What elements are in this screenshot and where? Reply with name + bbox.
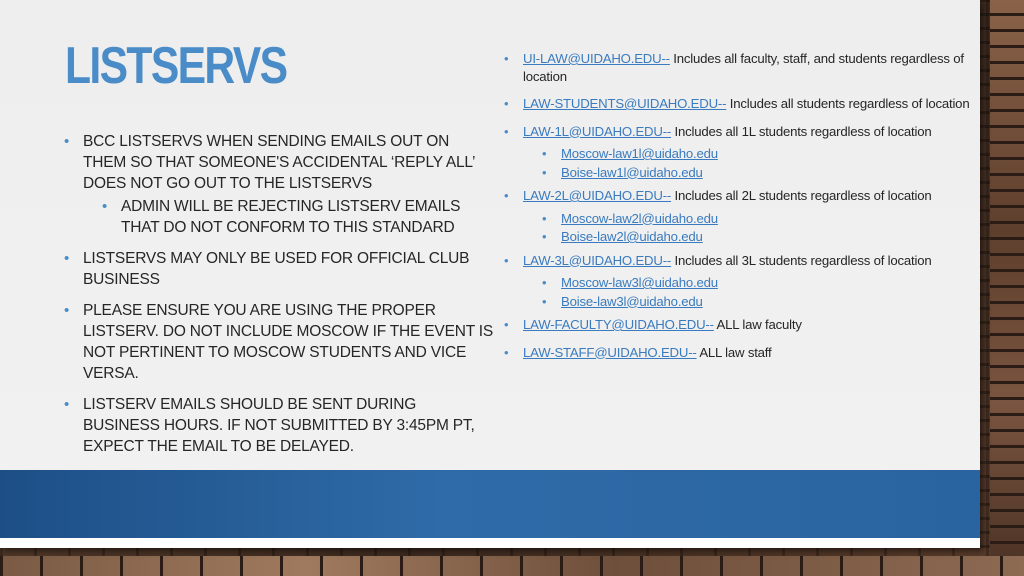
bullet-text: BCC LISTSERVS WHEN SENDING EMAILS OUT ON THEM SO THAT SOMEONE'S ACCIDENTAL ‘REPLY ALL’ DOES NOT GO OUT TO THE LISTSERVS [83,133,475,192]
listserv-item [504,344,974,362]
listserv-link-ui-law[interactable]: UI-LAW@UIDAHO.EDU-- [523,51,670,66]
bullet-text: LISTSERV EMAILS SHOULD BE SENT DURING BUSINESS HOURS. IF NOT SUBMITTED BY 3:45PM PT, EXPECT THE EMAIL TO BE DELAYED. [83,396,475,455]
listserv-item [504,50,974,85]
bullet-icon: • [504,344,509,360]
listserv-link-boise-law3l[interactable]: Boise-law3l@uidaho.edu [561,293,703,309]
brick-wall-bottom [0,556,1024,576]
listserv-link-law-2l[interactable]: LAW-2L@UIDAHO.EDU-- [523,188,672,203]
listserv-item [504,123,974,141]
bullet-text: ADMIN WILL BE REJECTING LISTSERV EMAILS THAT DO NOT CONFORM TO THIS STANDARD [121,198,461,236]
bullet-icon: • [64,250,70,267]
right-bullet-list [504,50,974,371]
bullet-item [64,131,494,194]
listserv-item [504,316,974,334]
bullet-icon: • [542,210,547,226]
listserv-description: Includes all faculty, staff, and students regardless of location [523,51,964,84]
listserv-sub-item [542,274,974,292]
listserv-item [504,95,974,113]
listserv-link-boise-law1l[interactable]: Boise-law1l@uidaho.edu [561,164,703,180]
listserv-item [504,252,974,270]
listserv-item [504,187,974,205]
listserv-description: ALL law faculty [713,317,802,332]
bullet-icon: • [64,133,70,150]
bullet-icon: • [504,252,509,268]
bullet-item [64,248,494,290]
listserv-sub-item [542,145,974,163]
bullet-icon: • [64,302,70,319]
bullet-icon: • [542,229,547,244]
listserv-description: Includes all students regardless of location [726,96,970,111]
bullet-icon: • [542,146,547,161]
listserv-description: Includes all 2L students regardless of location [671,188,932,203]
listserv-sub-item [542,293,974,311]
listserv-link-moscow-law1l[interactable]: Moscow-law1l@uidaho.edu [561,146,718,161]
bullet-icon: • [542,164,547,180]
left-bullet-list [64,131,494,467]
listserv-description: ALL law staff [696,344,772,360]
bullet-icon: • [504,123,509,139]
bullet-icon: • [542,275,547,290]
listserv-link-moscow-law2l[interactable]: Moscow-law2l@uidaho.edu [561,210,718,226]
bullet-icon: • [504,188,509,203]
bullet-icon: • [504,96,509,111]
bullet-icon: • [504,51,509,66]
listserv-link-moscow-law3l[interactable]: Moscow-law3l@uidaho.edu [561,275,718,290]
listserv-description: Includes all 1L students regardless of location [671,123,932,139]
bullet-icon: • [64,396,70,413]
listserv-link-boise-law2l[interactable]: Boise-law2l@uidaho.edu [561,229,703,244]
bullet-icon: • [542,293,547,309]
listserv-link-law-1l[interactable]: LAW-1L@UIDAHO.EDU-- [523,123,672,139]
listserv-description: Includes all 3L students regardless of location [671,252,932,268]
bullet-icon: • [504,317,509,332]
listserv-sub-item [542,164,974,182]
bullet-item [64,394,494,457]
slide-footer-band [0,470,980,538]
listserv-sub-item [542,228,974,246]
listserv-link-law-staff[interactable]: LAW-STAFF@UIDAHO.EDU-- [523,344,697,360]
sub-bullet-item [102,196,494,238]
listserv-sub-item [542,210,974,228]
listserv-link-law-students[interactable]: LAW-STUDENTS@UIDAHO.EDU-- [523,96,727,111]
slide-title: LISTSERVS [65,37,287,95]
listserv-link-law-faculty[interactable]: LAW-FACULTY@UIDAHO.EDU-- [523,317,714,332]
bullet-item [64,300,494,384]
brick-wall-right [990,0,1024,576]
bullet-text: PLEASE ENSURE YOU ARE USING THE PROPER LISTSERV. DO NOT INCLUDE MOSCOW IF THE EVENT IS NOT PERTINENT TO MOSCOW STUDENTS AND VICE VERSA. [83,302,494,382]
listserv-link-law-3l[interactable]: LAW-3L@UIDAHO.EDU-- [523,252,672,268]
bullet-text: LISTSERVS MAY ONLY BE USED FOR OFFICIAL CLUB BUSINESS [83,250,470,288]
bullet-icon: • [102,198,108,215]
